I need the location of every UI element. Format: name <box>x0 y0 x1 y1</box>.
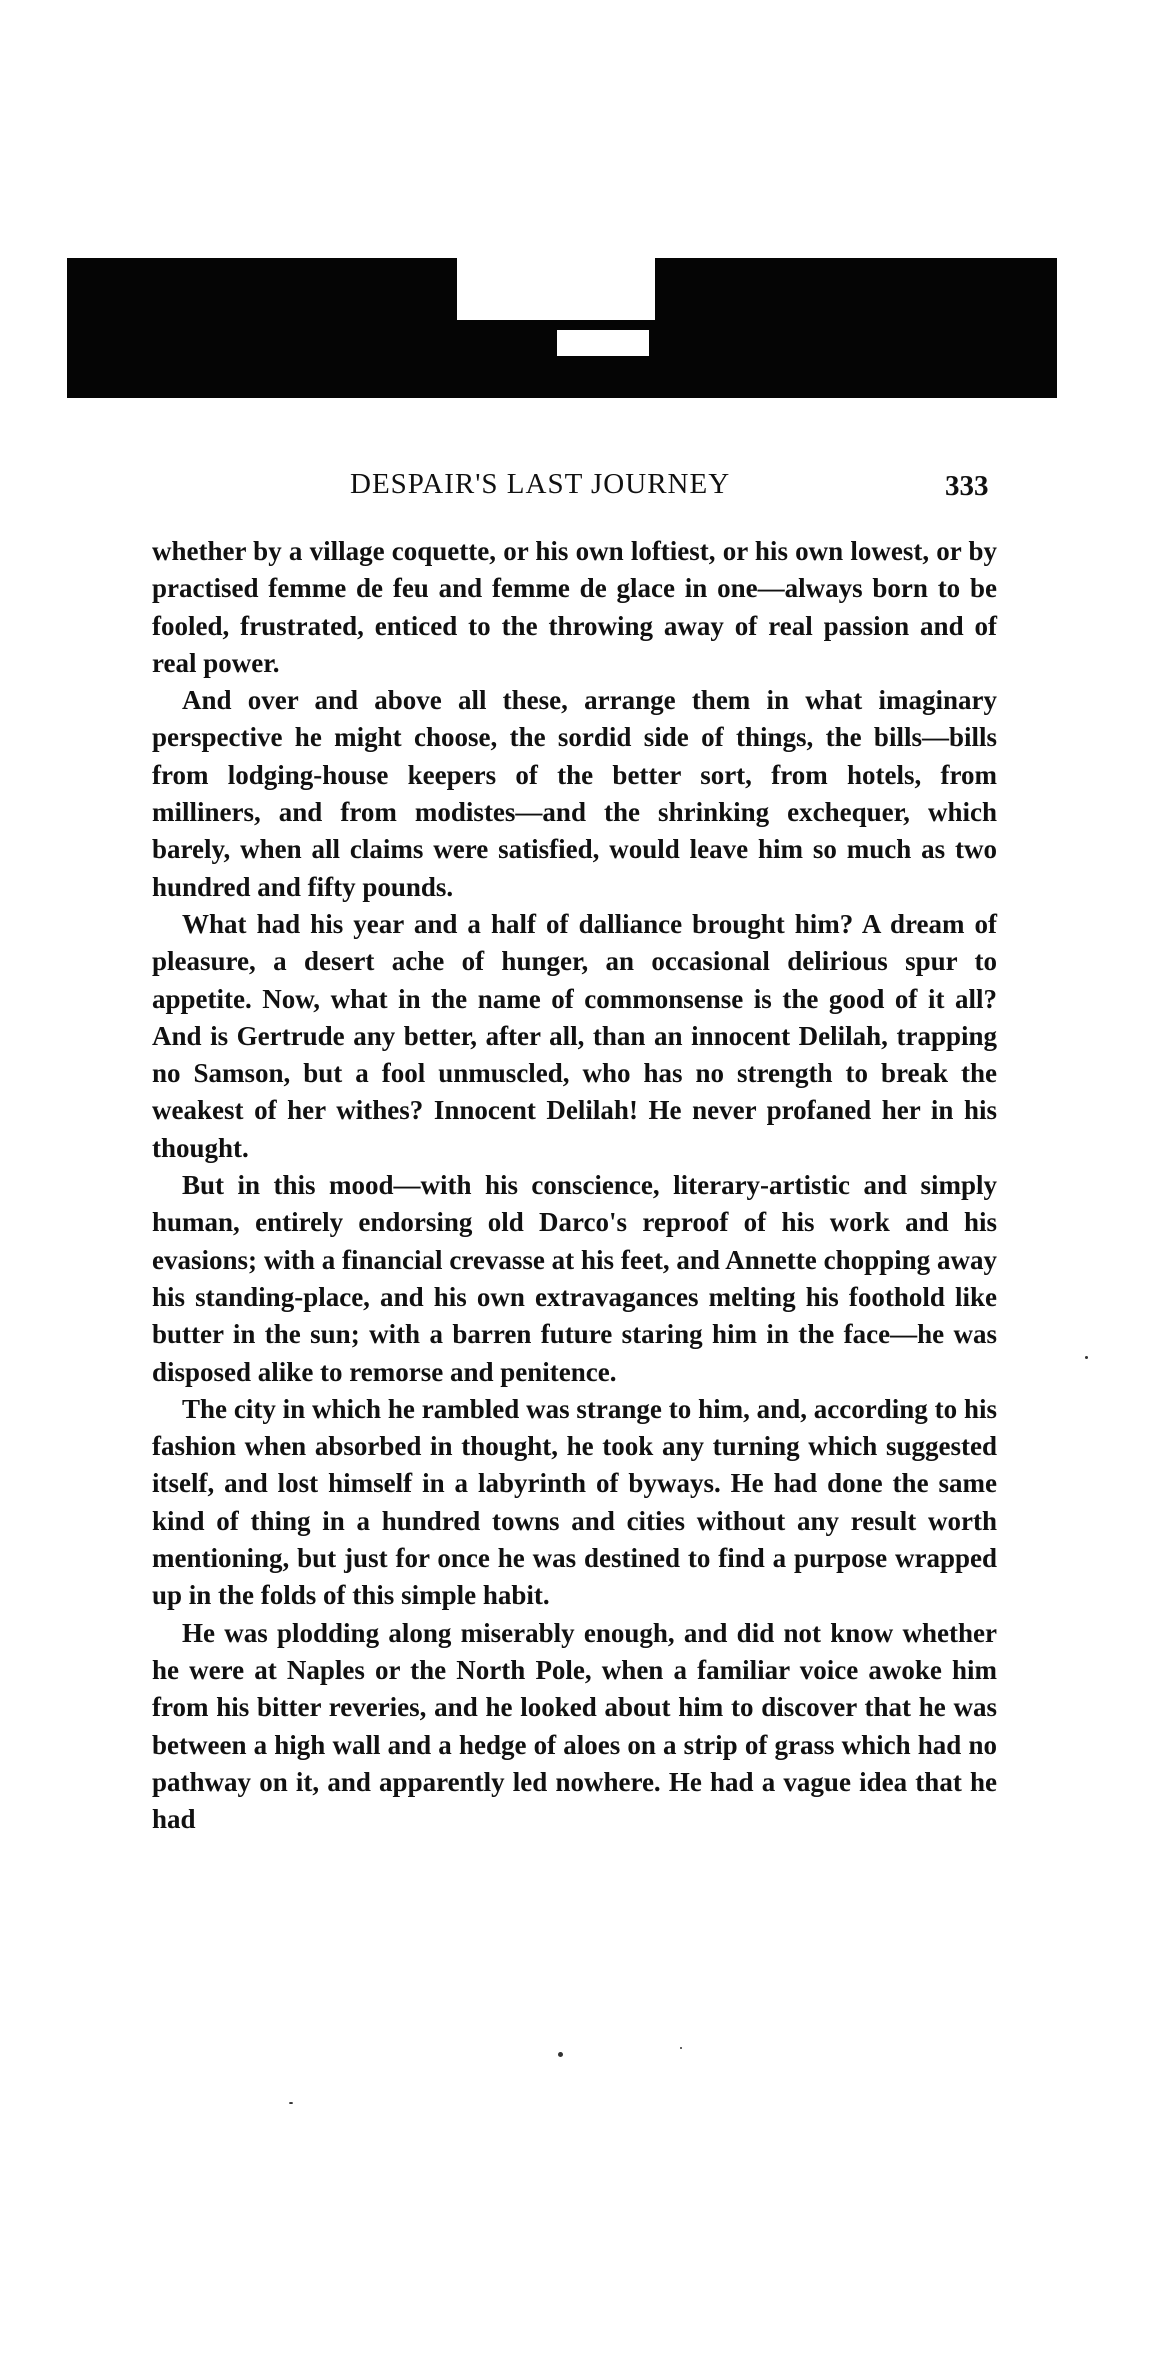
scan-speck <box>680 2047 682 2049</box>
scan-speck <box>289 2102 293 2104</box>
scan-mark <box>857 268 860 288</box>
paragraph: whether by a village coquette, or his own loftiest, or his own lowest, or by practised femme de feu and femme de glace in one—always born to be fooled, frustrated, enticed to the throwing away of real passion and of real power. <box>152 536 997 678</box>
paragraph: The city in which he rambled was strange to him, and, according to his fashion when absorbed in thought, he took any turning which suggested itself, and lost himself in a labyrinth of byways. He had done the same kind of thing in a hundred towns and cities without any result worth mentioning, but just for once he was destined to find a purpose wrapped up in the folds of this simple habit. <box>152 1393 997 1611</box>
scan-bar-slot <box>557 330 649 356</box>
page-number: 333 <box>945 470 989 502</box>
paragraph: But in this mood—with his conscience, literary-artistic and simply human, entirely endorsing old Darco's reproof of his work and his evasions; with a financial crevasse at his feet, and Annette chopping away his standing-place, and his own extravagances melting his foothold like butter in the sun; with a barren future staring him in the face—he was disposed alike to remorse and penitence. <box>152 1170 997 1387</box>
scan-bar-notch <box>457 258 655 320</box>
scan-black-bar <box>67 258 1057 398</box>
paragraph: And over and above all these, arrange them in what imaginary perspective he might choose, the sordid side of things, the bills—bills from lodging-house keepers of the better sort, from hotels, from milliners, and from modistes—and the shrinking exchequer, which barely, when all claims were satisfied, would leave him so much as two hundred and fifty pounds. <box>152 685 997 902</box>
paragraph: What had his year and a half of dalliance brought him? A dream of pleasure, a desert ache of hunger, an occasional delirious spur to appetite. Now, what in the name of commonsense is the good of it all? And is Gertrude any better, after all, than an innocent Delilah, trapping no Samson, but a fool unmuscled, who has no strength to break the weakest of her withes? Innocent Delilah! He never profaned her in his thought. <box>152 908 997 1163</box>
scan-speck <box>1085 1356 1088 1359</box>
paragraph: He was plodding along miserably enough, and did not know whether he were at Naples or the North Pole, when a familiar voice awoke him from his bitter reveries, and he looked about him to discover that he was between a high wall and a hedge of aloes on a strip of grass which had no pathway on it, and apparently led nowhere. He had a vague idea that he had <box>152 1617 997 1835</box>
page-text <box>152 533 997 1838</box>
scan-speck <box>558 2052 563 2057</box>
running-title: DESPAIR'S LAST JOURNEY <box>350 468 731 500</box>
scan-mark <box>880 292 884 296</box>
